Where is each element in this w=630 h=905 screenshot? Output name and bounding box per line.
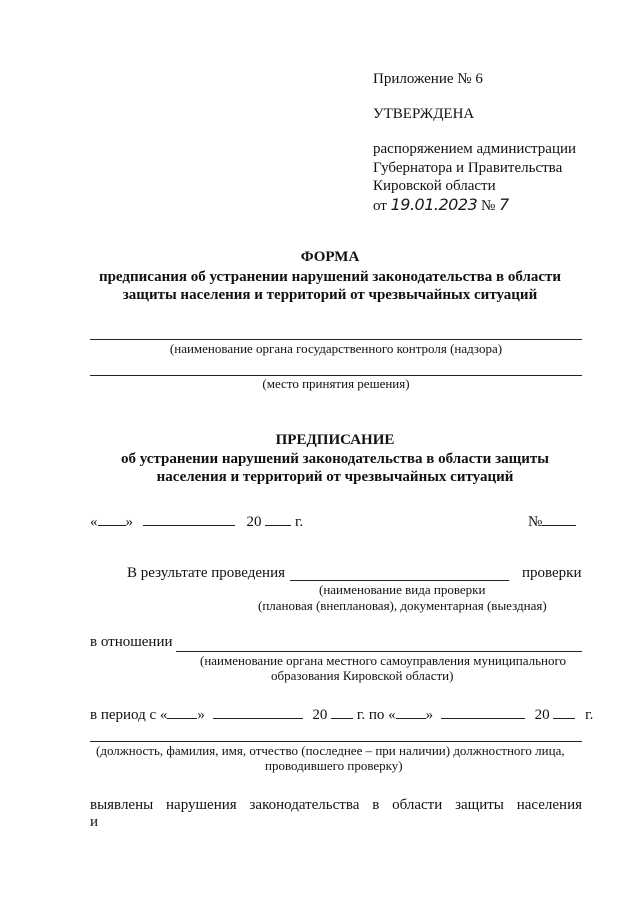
date-close-quote: » — [125, 514, 133, 530]
regarding-lead: в отношении — [90, 634, 173, 650]
date-prefix: от — [373, 198, 387, 214]
number-blank — [542, 511, 576, 526]
form-title-line-2: защиты населения и территорий от чрезвычайных ситуаций — [122, 287, 538, 303]
regarding-line — [176, 651, 582, 652]
period-to-month-blank — [441, 704, 525, 719]
period-to-day-blank — [396, 704, 426, 719]
month-blank — [143, 511, 235, 526]
period-year-1: 20 — [312, 707, 328, 723]
period-from-day-blank — [167, 704, 197, 719]
inspection-caption-1: (наименование вида проверки — [319, 582, 486, 597]
inspection-lead: В результате проведения — [127, 565, 285, 581]
official-caption-2: проводившего проверку) — [265, 758, 403, 773]
period-from-label: в период с « — [90, 707, 168, 723]
date-row — [90, 511, 303, 531]
day-blank — [98, 511, 126, 526]
order-date-line — [373, 195, 509, 215]
handwritten-number: 7 — [499, 195, 509, 214]
order-line-3: Кировской области — [373, 178, 496, 194]
date-open-quote: « — [90, 514, 98, 530]
approved-label: УТВЕРЖДЕНА — [373, 106, 475, 122]
regarding-caption-1: (наименование органа местного самоуправления муниципального — [200, 653, 567, 668]
period-end: г. — [585, 707, 594, 723]
number-label: № — [528, 514, 543, 530]
official-line — [90, 741, 582, 742]
period-to-label: г. по « — [356, 707, 396, 723]
period-year-2: 20 — [534, 707, 550, 723]
order-title-line-2: населения и территорий от чрезвычайных ситуаций — [156, 469, 514, 485]
appendix-number: Приложение № 6 — [373, 71, 483, 87]
period-year-2-blank — [553, 704, 575, 719]
order-title-line-1: об устранении нарушений законодательства в области защиты — [121, 451, 549, 467]
form-title-line-1: предписания об устранении нарушений законодательства в области — [98, 269, 562, 285]
order-line-2: Губернатора и Правительства — [373, 160, 563, 176]
document-number — [528, 511, 576, 531]
order-heading: ПРЕДПИСАНИЕ — [275, 432, 395, 448]
control-body-caption: (наименование органа государственного контроля (надзора) — [169, 341, 503, 356]
period-from-month-blank — [213, 704, 303, 719]
regarding-caption-2: образования Кировской области) — [271, 668, 454, 683]
place-caption: (место принятия решения) — [262, 376, 410, 391]
number-prefix: № — [480, 198, 496, 214]
body-paragraph: выявлены нарушения законодательства в области защиты населения и — [90, 797, 582, 830]
year-prefix: 20 — [246, 514, 262, 530]
inspection-caption-2: (плановая (внеплановая), документарная (выездная) — [258, 598, 547, 613]
control-body-line — [90, 339, 582, 340]
period-row — [90, 704, 593, 724]
handwritten-date: 19.01.2023 — [390, 195, 478, 214]
official-caption-1: (должность, фамилия, имя, отчество (последнее – при наличии) должностного лица, — [96, 743, 565, 758]
period-year-1-blank — [331, 704, 353, 719]
inspection-type-line — [290, 580, 509, 581]
period-close-quote-2: » — [425, 707, 434, 723]
order-line-1: распоряжением администрации — [373, 141, 577, 157]
year-suffix: г. — [295, 514, 304, 530]
form-heading: ФОРМА — [300, 249, 360, 265]
inspection-trail: проверки — [522, 565, 582, 581]
period-close-quote-1: » — [197, 707, 205, 723]
year-blank — [265, 511, 291, 526]
